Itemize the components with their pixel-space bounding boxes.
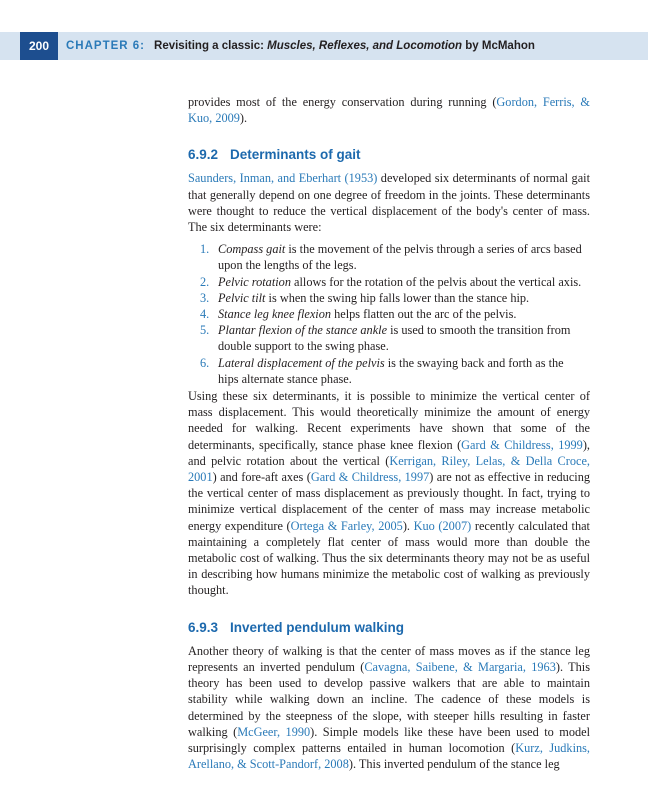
- citation-link[interactable]: Kerrigan, Riley, Lelas, & Della Croce, 2001: [188, 453, 590, 485]
- page-number: 200: [20, 32, 58, 60]
- section-number: 6.9.2: [188, 147, 219, 163]
- running-title-italic: Muscles, Reflexes, and Locomotion: [267, 40, 463, 52]
- section-number: 6.9.3: [188, 619, 219, 635]
- list-text: is the movement of the pelvis through a series of arcs based upon the lengths of the legs.: [218, 242, 582, 273]
- determinants-paragraph: Saunders, Inman, and Eberhart (1953) developed six determinants of normal gait that generally depend on one degree of freedom in the joints. These determinants were thought to reduce the vertical displacement of the body's center of mass. The six determinants were:: [188, 171, 590, 235]
- determinants-list: [188, 241, 590, 387]
- determinants-discussion-paragraph: Using these six determinants, it is possible to minimize the vertical center of mass displacement. This would theoretically minimize the amount of energy needed for walking. Recent experiments have shown that some of the determinants, specifically, stance phase knee flexion (Gard & Childress, 1999), and pelvic rotation about the vertical (Kerrigan, Riley, Lelas, & Della Croce, 2001) and fore-aft axes (Gard & Childress, 1997) are not as effective in reducing the vertical center of mass displacement as previously thought. In fact, trying to minimize vertical displacement of the center of mass may increase metabolic energy expenditure (Ortega & Farley, 2005). Kuo (2007) recently calculated that maintaining a completely flat center of mass would more than double the metabolic cost of walking. Thus the six determinants theory may not be as useful in describing how humans minimize the metabolic cost of walking as previously thought.: [188, 389, 591, 598]
- list-term: Lateral displacement of the pelvis: [218, 355, 385, 370]
- citation-link[interactable]: Ortega & Farley, 2005: [290, 518, 403, 533]
- running-head-title: [66, 32, 535, 60]
- citation-link[interactable]: Gordon, Ferris, & Kuo, 2009: [188, 95, 590, 126]
- list-number: 6.: [200, 355, 210, 370]
- section-heading-6-9-3: [188, 619, 590, 637]
- running-title-suffix: by McMahon: [462, 40, 535, 52]
- list-text: is used to smooth the transition from double support to the swing phase.: [218, 323, 571, 354]
- list-item: [188, 274, 590, 290]
- list-term: Stance leg knee flexion: [218, 307, 332, 322]
- list-item: [188, 322, 590, 354]
- list-number: 3.: [200, 290, 210, 305]
- list-number: 4.: [200, 307, 210, 322]
- list-item: [188, 306, 590, 322]
- citation-link[interactable]: Gard & Childress, 1997: [310, 470, 430, 485]
- section-title: Determinants of gait: [230, 147, 361, 163]
- running-header: [0, 32, 648, 60]
- list-term: Plantar flexion of the stance ankle: [218, 323, 388, 338]
- citation-link[interactable]: Cavagna, Saibene, & Margaria, 1963: [364, 659, 556, 674]
- citation-link[interactable]: Gard & Childress, 1999: [461, 437, 583, 452]
- inverted-pendulum-paragraph: Another theory of walking is that the center of mass moves as if the stance leg represents an inverted pendulum (Cavagna, Saibene, & Margaria, 1963). This theory has been used to develop passive walkers that are able to maintain stability while walking down an incline. The cadence of these models is determined by the steepness of the slope, with steeper hills resulting in faster walking (McGeer, 1990). Simple models like these have been used to model surprisingly complex patterns entailed in human locomotion (Kurz, Judkins, Arellano, & Scott-Pandorf, 2008). This inverted pendulum of the stance leg: [188, 643, 590, 772]
- list-number: 2.: [200, 274, 210, 289]
- list-item: [188, 241, 590, 273]
- list-text: is the swaying back and forth as the hips alternate stance phase.: [218, 355, 564, 386]
- list-term: Pelvic rotation: [218, 274, 291, 289]
- list-item: [188, 290, 590, 306]
- intro-paragraph: provides most of the energy conservation during running (Gordon, Ferris, & Kuo, 2009).: [188, 95, 590, 126]
- section-title: Inverted pendulum walking: [230, 619, 405, 635]
- citation-link[interactable]: Kurz, Judkins, Arellano, & Scott-Pandorf, 2008: [188, 740, 590, 772]
- list-text: is when the swing hip falls lower than the stance hip.: [265, 290, 530, 305]
- list-number: 1.: [200, 242, 210, 257]
- list-number: 5.: [200, 323, 210, 338]
- list-term: Compass gait: [218, 242, 286, 257]
- citation-link[interactable]: Kuo (2007): [413, 518, 472, 533]
- list-item: [188, 355, 590, 387]
- list-text: helps flatten out the arc of the pelvis.: [331, 307, 517, 322]
- chapter-label: CHAPTER 6:: [66, 40, 146, 52]
- list-term: Pelvic tilt: [218, 290, 266, 305]
- section-heading-6-9-2: [188, 146, 590, 164]
- citation-link[interactable]: Saunders, Inman, and Eberhart (1953): [188, 171, 378, 186]
- page-body: [188, 94, 590, 772]
- citation-link[interactable]: McGeer, 1990: [237, 724, 311, 739]
- running-title-plain: Revisiting a classic:: [154, 40, 268, 52]
- list-text: allows for the rotation of the pelvis about the vertical axis.: [290, 274, 582, 289]
